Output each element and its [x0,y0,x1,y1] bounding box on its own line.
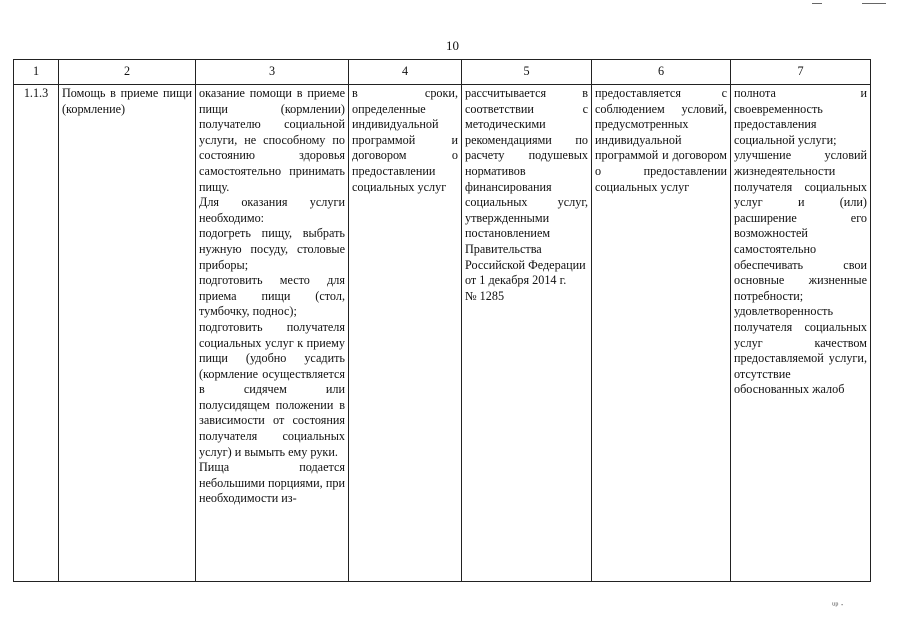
header-col-2: 2 [59,60,196,85]
scan-mark-top-right [812,3,822,4]
description-paragraph: подготовить место для приема пищи (стол, тумбочку, поднос); [199,273,345,319]
header-row [14,60,871,85]
header-col-5: 5 [462,60,592,85]
terms-text: в сроки, определенные индивидуальной программой и договором о предоставлении социальных услуг [352,86,458,194]
description-paragraph: Пища подается небольшими порциями, при необходимости из- [199,460,345,506]
quality-paragraph: улучшение условий жизнедеятельности получателя социальных услуг и (или) расширение его возможностей самостоятельно обеспечивать свои основные жизненные потребности; [734,148,867,303]
cell-service-name [59,85,196,582]
description-paragraph: оказание помощи в приеме пищи (кормлении) получателю социальной услуги, не способному по состоянию здоровья самостоятельно принимать пищу. [199,86,345,194]
cost-paragraph: № 1285 [465,288,505,303]
header-col-4: 4 [349,60,462,85]
page-number: 10 [446,38,459,53]
description-paragraph: подогреть пищу, выбрать нужную посуду, столовые приборы; [199,226,345,272]
header-col-3: 3 [196,60,349,85]
service-code: 1.1.3 [23,86,49,100]
scan-mark-top-right-2 [862,3,886,4]
header-col-1: 1 [14,60,59,85]
service-name: Помощь в приеме пищи (кормление) [62,86,192,116]
header-col-7: 7 [731,60,871,85]
cell-quality [731,85,871,582]
conditions-text: предоставляется с соблюдением условий, предусмотренных индивидуальной программой и договором о предоставлении социальных услуг [595,86,727,194]
cell-code [14,85,59,582]
cell-cost [462,85,592,582]
quality-paragraph: полнота и своевременность предоставления социальной услуги; [734,86,867,147]
scan-smudge: ᵘᵖ ∙ [832,600,844,611]
cell-conditions [592,85,731,582]
cell-terms [349,85,462,582]
cost-paragraph: рассчитывается в соответствии с методическими рекомендациями по расчету подушевых нормативов финансирования социальных услуг, утвержденными постановлением Правительства Российской Федерации [465,86,588,272]
quality-paragraph: удовлетворенность получателя социальных услуг качеством предоставляемой услуги, отсутствие обоснованных жалоб [734,304,867,397]
header-col-6: 6 [592,60,731,85]
description-paragraph: подготовить получателя социальных услуг к приему пищи (удобно усадить (кормление осуществляется в сидячем или полусидящем положении в зависимости от состояния получателя социальных услуг) и вымыть ему руки. [199,319,345,459]
table-row [14,85,871,582]
description-paragraph: Для оказания услуги необходимо: [199,195,345,225]
cost-paragraph: от 1 декабря 2014 г. [465,273,567,288]
cell-description [196,85,349,582]
services-table [13,59,871,582]
